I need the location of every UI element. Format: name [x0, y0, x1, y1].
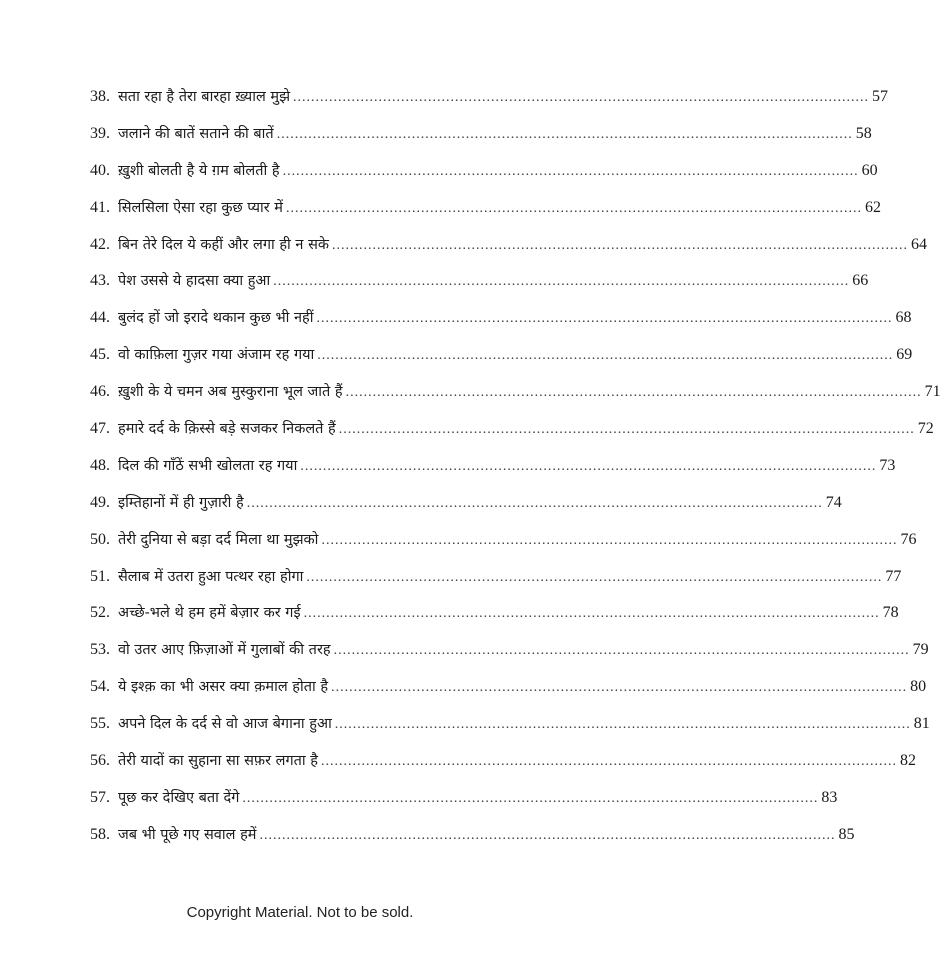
- toc-entry-number: 41.: [90, 198, 110, 216]
- toc-entry: [90, 676, 927, 713]
- toc-entry-title: जब भी पूछे गए सवाल हमें: [118, 826, 257, 843]
- toc-entry: [90, 160, 878, 197]
- toc-entry-title: तेरी यादों का सुहाना सा सफ़र लगता है: [118, 753, 318, 770]
- toc-entry-number: 47.: [90, 420, 110, 438]
- toc-entry-title: सता रहा है तेरा बारहा ख़्याल मुझे: [118, 89, 291, 105]
- toc-entry: [90, 307, 912, 344]
- toc-entry-number: 54.: [90, 678, 110, 696]
- toc-entry-number: 56.: [90, 752, 110, 770]
- toc-entry-title: बिन तेरे दिल ये कहीं और लगा ही न सके: [118, 236, 330, 253]
- dot-leader: [335, 717, 911, 733]
- toc-entry: [90, 566, 902, 603]
- dot-leader: [317, 348, 893, 364]
- dot-leader: [247, 496, 823, 512]
- toc-entry-number: 40.: [90, 161, 110, 179]
- toc-entry-number: 43.: [90, 272, 110, 290]
- toc-entry-page-number: 77: [885, 567, 902, 585]
- toc-entry: [90, 344, 913, 381]
- toc-entry-number: 49.: [90, 493, 110, 511]
- toc-entry-title: अपने दिल के दर्द से वो आज बेगाना हुआ: [118, 716, 332, 733]
- toc-entry-page-number: 80: [910, 678, 927, 696]
- toc-entry-number: 42.: [90, 235, 110, 253]
- dot-leader: [334, 643, 910, 659]
- toc-entry: [90, 270, 869, 307]
- toc-entry-title: तेरी दुनिया से बड़ा दर्द मिला था मुझको: [118, 531, 319, 548]
- toc-entry-page-number: 60: [861, 161, 878, 179]
- toc-entry: [90, 529, 917, 566]
- toc-entry-page-number: 76: [900, 530, 917, 548]
- toc-entry-page-number: 82: [899, 752, 916, 770]
- toc-entry: [90, 492, 842, 529]
- dot-leader: [293, 90, 869, 106]
- dot-leader: [300, 459, 876, 475]
- toc-entry: [90, 86, 889, 123]
- toc-entry: [90, 418, 934, 455]
- toc-entry-page-number: 78: [882, 604, 899, 622]
- dot-leader: [277, 127, 853, 143]
- toc-entry-page-number: 72: [917, 420, 934, 438]
- toc-entry: [90, 381, 941, 418]
- dot-leader: [306, 570, 882, 586]
- dot-leader: [346, 385, 922, 401]
- dot-leader: [317, 311, 893, 327]
- toc-entry-title: वो काफ़िला गुज़र गया अंजाम रह गया: [118, 347, 315, 364]
- dot-leader: [304, 606, 880, 622]
- table-of-contents: [90, 86, 941, 861]
- toc-entry: [90, 824, 855, 861]
- toc-entry-title: जलाने की बातें सताने की बातें: [118, 125, 274, 142]
- toc-entry-title: वो उतर आए फ़िज़ाओं में गुलाबों की तरह: [118, 642, 331, 659]
- toc-entry: [90, 750, 916, 787]
- toc-entry-title: पूछ कर देखिए बता देंगे: [118, 789, 240, 806]
- toc-entry-title: दिल की गाँठें सभी खोलता रह गया: [118, 457, 298, 474]
- toc-entry-page-number: 58: [855, 124, 872, 142]
- toc-entry-number: 50.: [90, 530, 110, 548]
- toc-entry-number: 53.: [90, 641, 110, 659]
- toc-entry-page-number: 85: [838, 825, 855, 843]
- toc-entry: [90, 123, 872, 160]
- toc-entry-page-number: 66: [852, 272, 869, 290]
- toc-entry-title: बुलंद हों जो इरादे थकान कुछ भी नहीं: [118, 310, 314, 327]
- toc-entry: [90, 787, 838, 824]
- toc-entry-page-number: 83: [821, 788, 838, 806]
- toc-entry-title: हमारे दर्द के क़िस्से बड़े सजकर निकलते हैं: [118, 421, 336, 438]
- dot-leader: [321, 533, 897, 549]
- toc-entry-title: इम्तिहानों में ही गुज़ारी है: [118, 494, 244, 511]
- toc-entry-title: सिलसिला ऐसा रहा कुछ प्यार में: [118, 199, 283, 216]
- toc-entry-page-number: 81: [913, 715, 930, 733]
- toc-entry: [90, 602, 899, 639]
- toc-entry: [90, 234, 928, 271]
- toc-entry-page-number: 71: [924, 383, 941, 401]
- toc-entry-number: 48.: [90, 456, 110, 474]
- toc-entry: [90, 197, 881, 234]
- toc-entry-number: 55.: [90, 715, 110, 733]
- toc-entry-number: 39.: [90, 124, 110, 142]
- toc-entry-title: अच्छे-भले थे हम हमें बेज़ार कर गई: [118, 605, 301, 622]
- dot-leader: [332, 238, 908, 254]
- dot-leader: [242, 791, 818, 807]
- toc-entry: [90, 713, 930, 750]
- toc-entry-number: 57.: [90, 788, 110, 806]
- toc-entry-page-number: 68: [895, 309, 912, 327]
- toc-entry-title: ख़ुशी के ये चमन अब मुस्कुराना भूल जाते हैं: [118, 384, 343, 401]
- dot-leader: [331, 680, 907, 696]
- toc-entry-page-number: 69: [896, 346, 913, 364]
- toc-entry-number: 46.: [90, 383, 110, 401]
- toc-entry: [90, 639, 929, 676]
- toc-entry-number: 45.: [90, 346, 110, 364]
- copyright-footer: Copyright Material. Not to be sold.: [186, 904, 414, 921]
- toc-entry-number: 38.: [90, 88, 110, 105]
- dot-leader: [286, 201, 862, 217]
- toc-entry-number: 51.: [90, 567, 110, 585]
- dot-leader: [259, 828, 835, 844]
- dot-leader: [283, 164, 859, 180]
- toc-entry-title: सैलाब में उतरा हुआ पत्थर रहा होगा: [118, 568, 304, 585]
- toc-entry-page-number: 62: [864, 198, 881, 216]
- toc-entry-number: 44.: [90, 309, 110, 327]
- toc-entry-title: पेश उससे ये हादसा क्या हुआ: [118, 273, 271, 290]
- toc-entry-page-number: 79: [912, 641, 929, 659]
- toc-entry-number: 58.: [90, 825, 110, 843]
- toc-entry-page-number: 57: [872, 88, 889, 105]
- dot-leader: [339, 422, 915, 438]
- toc-entry: [90, 455, 896, 492]
- toc-entry-page-number: 74: [825, 493, 842, 511]
- toc-entry-title: ये इश्क़ का भी असर क्या क़माल होता है: [118, 679, 329, 696]
- toc-entry-title: ख़ुशी बोलती है ये ग़म बोलती है: [118, 162, 280, 179]
- toc-entry-page-number: 73: [879, 456, 896, 474]
- toc-entry-page-number: 64: [911, 235, 928, 253]
- dot-leader: [273, 274, 849, 290]
- dot-leader: [321, 754, 897, 770]
- toc-entry-number: 52.: [90, 604, 110, 622]
